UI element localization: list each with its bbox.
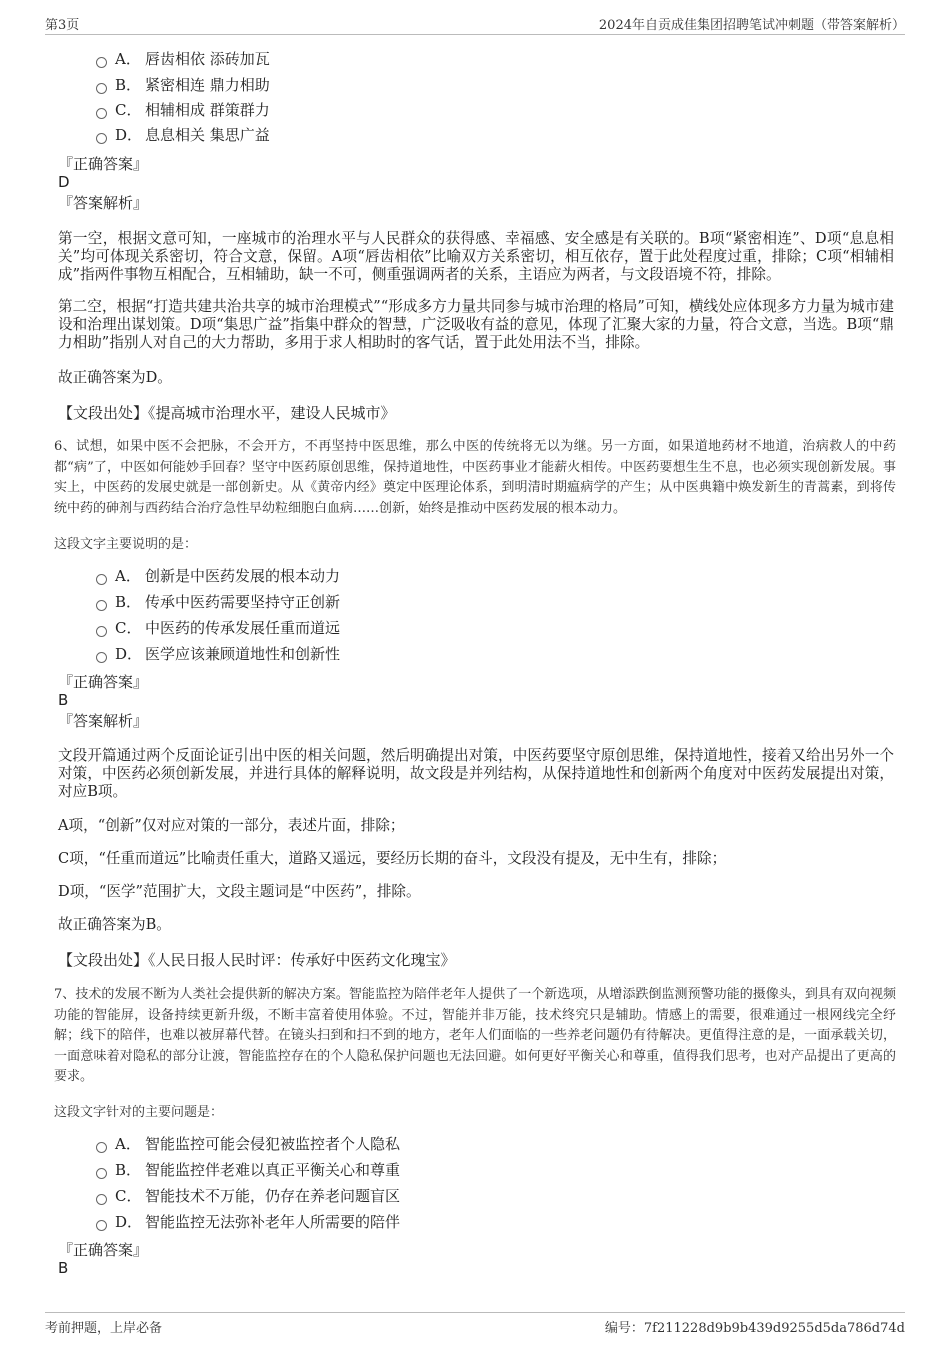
q7-option-a[interactable]: A． 智能监控可能会侵犯被监控者个人隐私	[96, 1134, 400, 1154]
q6-option-c[interactable]: C． 中医药的传承发展任重而道远	[96, 618, 340, 638]
radio-icon[interactable]	[96, 1142, 107, 1153]
document-title: 2024年自贡成佳集团招聘笔试冲刺题（带答案解析）	[598, 18, 905, 33]
q6-analysis-p2: A项，“创新”仅对应对策的一部分，表述片面，排除；	[58, 817, 405, 834]
q7-answer-label: 『正确答案』	[58, 1241, 149, 1259]
q6-analysis-label: 『答案解析』	[58, 712, 149, 730]
q5-analysis-p2: 第二空，根据“打造共建共治共享的城市治理模式”“形成多方力量共同参与城市治理的格局”可知，横线处应体现多方力量为城市建设和治理出谋划策。D项“集思广益”指集中群众的智慧，广泛吸收有益的意见，体现了汇聚大家的力量，符合文意，当选。B项“鼎力相助”指别人对自己的大力帮助，多用于求人相助时的客气话，置于此处用法不当，排除。	[58, 298, 894, 351]
radio-icon[interactable]	[96, 1194, 107, 1205]
page-footer	[45, 1312, 905, 1338]
radio-icon[interactable]	[96, 1220, 107, 1231]
q5-answer: D	[58, 173, 70, 191]
q6-option-d[interactable]: D． 医学应该兼顾道地性和创新性	[96, 644, 340, 664]
q5-option-d[interactable]: D． 息息相关 集思广益	[96, 125, 270, 145]
q6-analysis-p5: 故正确答案为B。	[58, 916, 171, 933]
q5-analysis-label: 『答案解析』	[58, 194, 149, 212]
q6-prompt: 这段文字主要说明的是：	[54, 537, 198, 552]
q7-stem: 7、技术的发展不断为人类社会提供新的解决方案。智能监控为陪伴老年人提供了一个新选项，从增添跌倒监测预警功能的摄像头，到具有双向视频功能的智能屏，设备持续更新升级，不断丰富着使用体验。不过，智能并非万能，技术终究只是辅助。情感上的需要，很难通过一根网线完全纾解；线下的陪伴，也难以被屏幕代替。在镜头扫到和扫不到的地方，老年人们面临的一些养老问题仍有待解决。更值得注意的是，一面承载关切，一面意味着对隐私的部分让渡，智能监控存在的个人隐私保护问题也无法回避。如何更好平衡关心和尊重，值得我们思考，也对产品提出了更高的要求。	[54, 987, 896, 1084]
radio-icon[interactable]	[96, 83, 107, 94]
q7-option-b[interactable]: B． 智能监控伴老难以真正平衡关心和尊重	[96, 1160, 400, 1180]
q6-stem: 6、试想，如果中医不会把脉，不会开方，不再坚持中医思维，那么中医的传统将无以为继。另一方面，如果道地药材不地道，治病救人的中药都“病”了，中医如何能妙手回春？坚守中医药原创思维，保持道地性，中医药事业才能薪火相传。中医药要想生生不息，也必须实现创新发展。事实上，中医药的发展史就是一部创新史。从《黄帝内经》奠定中医理论体系，到明清时期瘟病学的产生；从中医典籍中焕发新生的青蒿素，到将传统中药的砷剂与西药结合治疗急性早幼粒细胞白血病……创新，始终是推动中医药发展的根本动力。	[54, 439, 896, 516]
q6-answer: B	[58, 691, 69, 709]
q6-analysis-p1: 文段开篇通过两个反面论证引出中医的相关问题，然后明确提出对策，中医药要坚守原创思维，保持道地性，接着又给出另外一个对策，中医药必须创新发展，并进行具体的解释说明，故文段是并列结构，从保持道地性和创新两个角度对中医药发展提出对策，对应B项。	[58, 747, 894, 800]
footer-slogan: 考前押题，上岸必备	[45, 1321, 163, 1336]
q6-option-b[interactable]: B． 传承中医药需要坚持守正创新	[96, 592, 340, 612]
q6-source: 【文段出处】《人民日报人民时评：传承好中医药文化瑰宝》	[58, 951, 456, 969]
q6-analysis-p3: C项，“任重而道远”比喻责任重大，道路又遥远，要经历长期的奋斗，文段没有提及，无中生有，排除；	[58, 850, 727, 867]
q6-option-a[interactable]: A． 创新是中医药发展的根本动力	[96, 566, 340, 586]
q7-prompt: 这段文字针对的主要问题是：	[54, 1105, 224, 1120]
radio-icon[interactable]	[96, 574, 107, 585]
radio-icon[interactable]	[96, 133, 107, 144]
q6-analysis-p4: D项，“医学”范围扩大，文段主题词是“中医药”，排除。	[58, 883, 421, 900]
q6-answer-label: 『正确答案』	[58, 673, 149, 691]
q5-analysis-p1: 第一空，根据文意可知，一座城市的治理水平与人民群众的获得感、幸福感、安全感是有关联的。B项“紧密相连”、D项“息息相关”均可体现关系密切，符合文意，保留。A项“唇齿相依”比喻双方关系密切，相互依存，置于此处程度过重，排除；C项“相辅相成”指两件事物互相配合，互相辅助，缺一不可，侧重强调两者的关系，主语应为两者，与文段语境不符，排除。	[58, 230, 894, 283]
radio-icon[interactable]	[96, 1168, 107, 1179]
q5-answer-label: 『正确答案』	[58, 155, 149, 173]
radio-icon[interactable]	[96, 108, 107, 119]
q5-option-a[interactable]: A． 唇齿相依 添砖加瓦	[96, 49, 270, 69]
q7-option-d[interactable]: D． 智能监控无法弥补老年人所需要的陪伴	[96, 1212, 400, 1232]
radio-icon[interactable]	[96, 626, 107, 637]
q5-source: 【文段出处】《提高城市治理水平，建设人民城市》	[58, 404, 396, 422]
page-number: 第3页	[45, 18, 80, 33]
q5-option-b[interactable]: B． 紧密相连 鼎力相助	[96, 75, 270, 95]
radio-icon[interactable]	[96, 57, 107, 68]
page-header	[45, 14, 905, 35]
radio-icon[interactable]	[96, 600, 107, 611]
q5-option-c[interactable]: C． 相辅相成 群策群力	[96, 100, 270, 120]
document-code: 编号：7f211228d9b9b439d9255d5da786d74d	[604, 1321, 905, 1336]
radio-icon[interactable]	[96, 652, 107, 663]
q5-analysis-p3: 故正确答案为D。	[58, 369, 172, 386]
q7-answer: B	[58, 1259, 69, 1277]
q7-option-c[interactable]: C． 智能技术不万能，仍存在养老问题盲区	[96, 1186, 400, 1206]
